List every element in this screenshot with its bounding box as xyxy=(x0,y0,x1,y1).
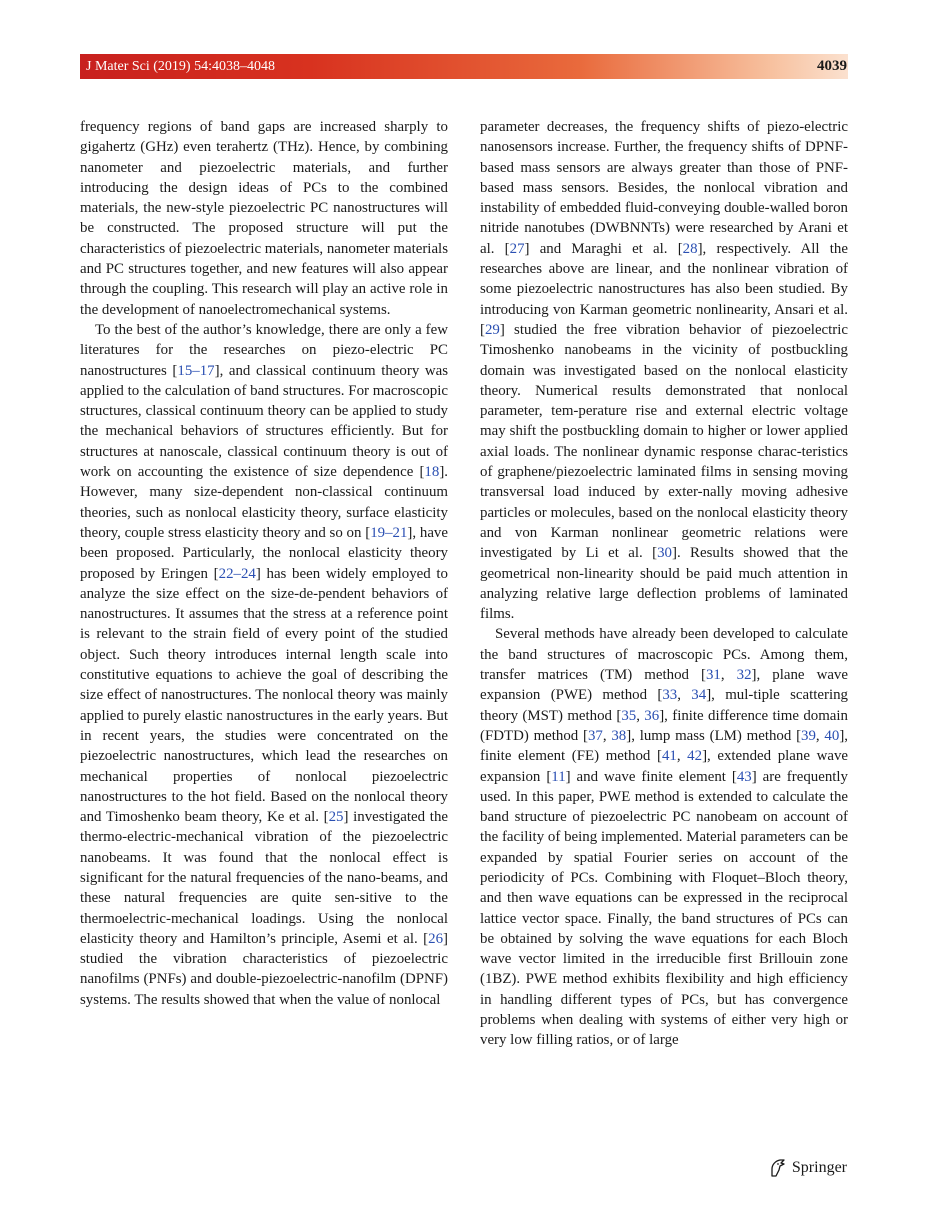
citation-link[interactable]: 33 xyxy=(662,687,678,704)
citation-link[interactable]: 38 xyxy=(611,727,627,744)
left-column xyxy=(80,117,448,1010)
paragraph: Several methods have already been developed to calculate the band structures of macroscopic PCs. Among them, transfer matrices (TM) method [31, 32], plane wave expansion (PWE) method [33, 34], mul-tiple scattering theory (MST) method [35, 36], finite difference time domain (FDTD) method [37, 38], lump mass (LM) method [39, 40], finite element (FE) method [41, 42], extended plane wave expansion [11] and wave finite element [43] are frequently used. In this paper, PWE method is extended to calculate the band structure of piezoelectric PC nanobeam on account of the facility of being implemented. Material parameters can be expanded by spatial Fourier series on account of the periodicity of PCs. Combining with Floquet–Bloch theory, and then wave equations can be expressed in the reciprocal lattice vector space. Finally, the band structures of PCs can be obtained by solving the wave equations for each Bloch wave vector limited in the irreducible first Brillouin zone (1BZ). PWE method exhibits flexibility and high efficiency in handling different types of PCs, but has convergence problems when dealing with systems of either very high or very low filling ratios, or of large xyxy=(480,626,848,1049)
citation-link[interactable]: 19–21 xyxy=(370,524,408,541)
citation-link[interactable]: 18 xyxy=(424,464,440,481)
springer-horse-icon xyxy=(768,1158,788,1178)
citation-link[interactable]: 30 xyxy=(657,545,672,562)
citation-link[interactable]: 15–17 xyxy=(177,362,215,379)
citation-link[interactable]: 28 xyxy=(682,240,698,257)
paragraph: To the best of the author’s knowledge, there are only a few literatures for the researches on piezo-electric PC nanostructures [15–17], and classical continuum theory was applied to the calculation of band structures. For macroscopic structures, classical continuum theory can be applied to study the mechanical behaviors of structures efficiently. But for structures at nanoscale, classical continuum theory is out of work on accounting the existence of size dependence [18]. However, many size-dependent non-classical continuum theories, such as nonlocal elasticity theory, surface elasticity theory, couple stress elasticity theory and so on [19–21], have been proposed. Particularly, the nonlocal elasticity theory proposed by Eringen [22–24] has been widely employed to analyze the size effect on the size-de-pendent behaviors of nanostructures. It assumes that the stress at a reference point is relevant to the strain field of every point of the studied object. Such theory introduces internal length scale into constitutive equations to achieve the goal of describing the size effect of nanostructures. The nonlocal theory was mainly applied to purely elastic nanostructures in the early years. But in recent years, the studies were concentrated on the piezoelectric nanostructures, which lead the researches on mechanical properties of nonlocal piezoelectric nanostructures to the hot field. Based on the nonlocal theory and Timoshenko beam theory, Ke et al. [25] investigated the thermo-electric-mechanical vibration of the piezoelectric nanobeams. It was found that the nonlocal effect is significant for the natural frequencies of the nano-beams, and these natural frequencies are quite sen-sitive to the thermoelectric-mechanical loadings. Using the nonlocal elasticity theory and Hamilton’s principle, Asemi et al. [26] studied the vibration characteristics of piezoelectric nanofilms (PNFs) and double-piezoelectric-nanofilm (DPNF) systems. The results showed that when the value of nonlocal xyxy=(80,321,449,1008)
citation-link[interactable]: 43 xyxy=(736,768,752,785)
citation-link[interactable]: 27 xyxy=(509,240,525,257)
citation-link[interactable]: 35 xyxy=(621,707,637,724)
citation-link[interactable]: 42 xyxy=(687,748,703,765)
citation-link[interactable]: 40 xyxy=(824,727,840,744)
publisher-logo xyxy=(768,1158,847,1178)
paragraph: parameter decreases, the frequency shifts of piezo-electric nanosensors increase. Further, the frequency shifts of DPNF-based mass sensors are always greater than those of PNF-based mass sensors. Besides, the nonlocal vibration and instability of embedded fluid-conveying double-walled boron nitride nanotubes (DWBNNTs) were researched by Arani et al. [27] and Maraghi et al. [28], respectively. All the researches above are linear, and the nonlinear vibration of some piezoelectric nanostructures has also been studied. By introducing von Karman geometric nonlinearity, Ansari et al. [29] studied the free vibration behavior of piezoelectric Timoshenko nanobeams in the vicinity of postbuckling domain was investigated based on the nonlocal elasticity theory. Numerical results demonstrated that nonlocal parameter, tem-perature rise and external electric voltage may shift the postbuckling domain to higher or lower applied axial loads. The nonlinear dynamic response charac-teristics of graphene/piezoelectric laminated films in sensing moving transversal load induced by exter-nally moving adhesive particles or molecules, based on the nonlocal elasticity theory and von Karman nonlinear geometric relations were investigated by Li et al. [30]. Results showed that the geometrical non-linearity should be paid much attention in analyzing relative large deflection problems of laminated films. xyxy=(480,119,848,623)
paragraph: frequency regions of band gaps are increased sharply to gigahertz (GHz) even terahertz (THz). Hence, by combining nanometer and piezoelectric materials, and further introducing the design ideas of PCs to the combined materials, the new-style piezoelectric PC nanostructures will be constructed. The proposed structure will put the characteristics of piezoelectric materials, nanometer materials and PC structures together, and new features will also appear through the coupling. This research will play an active role in the development of nanoelectromechanical systems. xyxy=(80,119,448,318)
citation-link[interactable]: 26 xyxy=(428,930,444,947)
citation-link[interactable]: 37 xyxy=(587,727,603,744)
citation-link[interactable]: 34 xyxy=(691,687,707,704)
citation-link[interactable]: 36 xyxy=(644,707,660,724)
citation-link[interactable]: 29 xyxy=(484,321,500,338)
citation-link[interactable]: 41 xyxy=(661,748,677,765)
page-number: 4039 xyxy=(817,58,847,74)
right-column xyxy=(480,117,848,1051)
publisher-name: Springer xyxy=(791,1159,847,1176)
citation-link[interactable]: 31 xyxy=(705,667,721,684)
running-header xyxy=(80,54,848,79)
citation-link[interactable]: 25 xyxy=(328,809,344,826)
journal-citation: J Mater Sci (2019) 54:4038–4048 xyxy=(86,59,275,74)
citation-link[interactable]: 11 xyxy=(551,768,566,785)
citation-link[interactable]: 32 xyxy=(736,667,752,684)
citation-link[interactable]: 22–24 xyxy=(218,565,256,582)
citation-link[interactable]: 39 xyxy=(801,727,816,744)
